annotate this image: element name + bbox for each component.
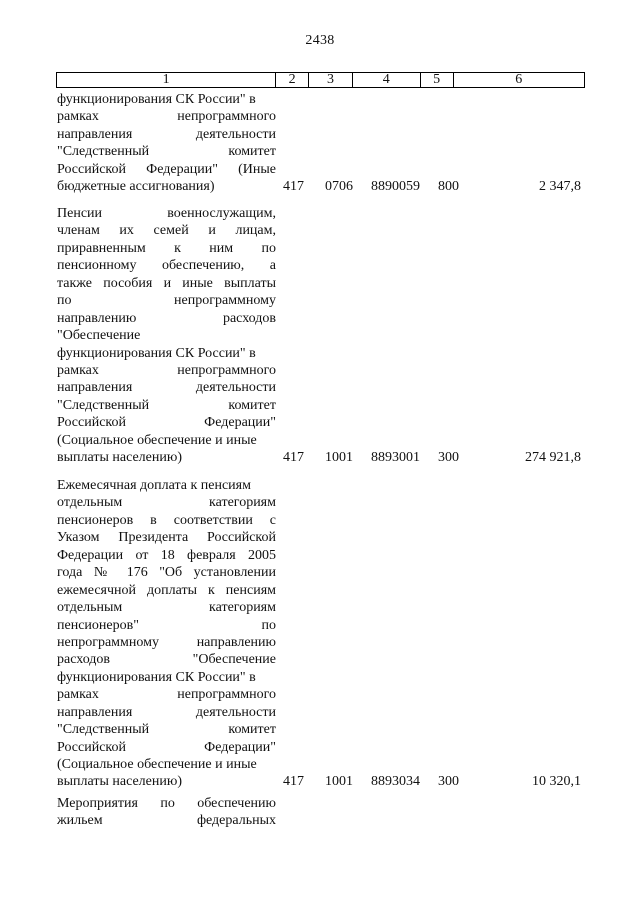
description-line: Ежемесячная доплата к пенсиям bbox=[57, 478, 251, 493]
description-line: "Обеспечение bbox=[57, 328, 141, 344]
column-header-4: 4 bbox=[353, 73, 421, 87]
description-line: "Следственный комитет bbox=[57, 397, 276, 413]
description-line: рамках непрограммного bbox=[57, 109, 276, 125]
description-line: отдельным категориям bbox=[57, 600, 276, 616]
description-line: рамках непрограммного bbox=[57, 687, 276, 703]
description-line: рамках непрограммного bbox=[57, 362, 276, 378]
description-line: направления деятельности bbox=[57, 704, 276, 720]
description-line: Мероприятия по обеспечению bbox=[57, 796, 276, 811]
cell-expense-type: 300 bbox=[438, 450, 459, 465]
description-line: Российской Федерации" (Иные bbox=[57, 161, 276, 177]
description-line: Пенсии военнослужащим, bbox=[57, 206, 276, 221]
column-header-3: 3 bbox=[309, 73, 353, 87]
description-line: расходов "Обеспечение bbox=[57, 652, 276, 668]
description-line: пенсионеров в соответствии с bbox=[57, 512, 276, 528]
cell-ministry-code: 417 bbox=[283, 450, 304, 465]
description-line: членам их семей и лицам, bbox=[57, 223, 276, 239]
description-line: Указом Президента Российской bbox=[57, 530, 276, 546]
description-line: "Следственный комитет bbox=[57, 144, 276, 160]
cell-ministry-code: 417 bbox=[283, 774, 304, 789]
description-line: функционирования СК России" в bbox=[57, 669, 256, 685]
table-header-row bbox=[56, 72, 585, 88]
description-line: выплаты населению) bbox=[57, 774, 182, 790]
description-line: Российской Федерации" bbox=[57, 739, 276, 755]
column-header-5: 5 bbox=[421, 73, 454, 87]
column-header-1: 1 bbox=[57, 73, 276, 87]
description-line: направления деятельности bbox=[57, 380, 276, 396]
description-line: пенсионеров" по bbox=[57, 617, 276, 633]
column-header-6: 6 bbox=[515, 72, 523, 87]
row-description bbox=[57, 795, 276, 830]
cell-target-code: 8893001 bbox=[371, 450, 420, 465]
row-description bbox=[57, 205, 276, 467]
cell-section-code: 0706 bbox=[325, 179, 353, 194]
table-row bbox=[57, 91, 585, 197]
cell-amount: 274 921,8 bbox=[525, 450, 581, 465]
description-line: направлению расходов bbox=[57, 310, 276, 326]
description-line: бюджетные ассигнования) bbox=[57, 179, 215, 195]
description-line: пенсионному обеспечению, а bbox=[57, 258, 276, 274]
cell-target-code: 8890059 bbox=[371, 179, 420, 194]
description-line: приравненным к ним по bbox=[57, 240, 276, 256]
cell-target-code: 8893034 bbox=[371, 774, 420, 789]
description-line: (Социальное обеспечение и иные bbox=[57, 757, 257, 772]
table-row bbox=[57, 205, 585, 469]
description-line: функционирования СК России" в bbox=[57, 92, 256, 107]
description-line: также пособия и иные выплаты bbox=[57, 275, 276, 291]
table-row bbox=[57, 795, 585, 835]
row-description bbox=[57, 91, 276, 196]
table-row bbox=[57, 477, 585, 793]
description-line: по непрограммному bbox=[57, 293, 276, 309]
row-description bbox=[57, 477, 276, 791]
cell-amount: 2 347,8 bbox=[539, 179, 581, 194]
cell-amount: 10 320,1 bbox=[532, 774, 581, 789]
cell-expense-type: 800 bbox=[438, 179, 459, 194]
description-line: Федерации от 18 февраля 2005 bbox=[57, 547, 276, 563]
description-line: жильем федеральных bbox=[57, 813, 276, 829]
description-line: "Следственный комитет bbox=[57, 722, 276, 738]
cell-section-code: 1001 bbox=[325, 774, 353, 789]
description-line: выплаты населению) bbox=[57, 450, 182, 466]
description-line: функционирования СК России" в bbox=[57, 345, 256, 361]
description-line: непрограммному направлению bbox=[57, 634, 276, 650]
description-line: года № 176 "Об установлении bbox=[57, 565, 276, 581]
description-line: отдельным категориям bbox=[57, 495, 276, 511]
cell-expense-type: 300 bbox=[438, 774, 459, 789]
cell-ministry-code: 417 bbox=[283, 179, 304, 194]
page-number: 2438 bbox=[305, 33, 335, 48]
description-line: (Социальное обеспечение и иные bbox=[57, 432, 257, 448]
description-line: ежемесячной доплаты к пенсиям bbox=[57, 582, 276, 598]
cell-section-code: 1001 bbox=[325, 450, 353, 465]
column-header-2: 2 bbox=[276, 73, 309, 87]
description-line: направления деятельности bbox=[57, 126, 276, 142]
description-line: Российской Федерации" bbox=[57, 415, 276, 431]
